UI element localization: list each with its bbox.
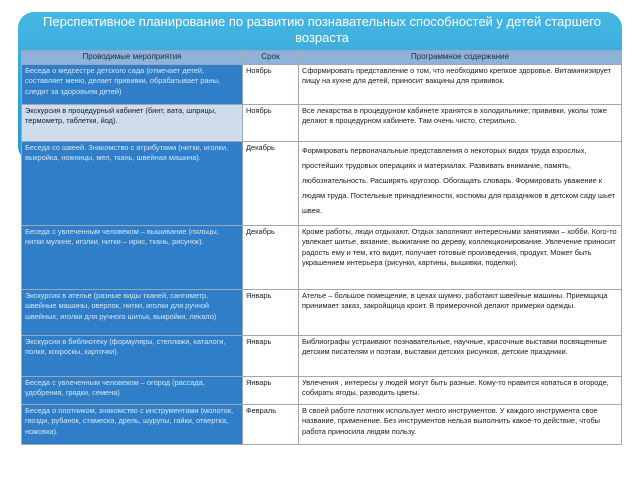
activity-cell: Беседа со швеей. Знакомство с атрибутами (нитки, иголки, выкройка, ножницы, мел, ткань, швейная машина). <box>22 142 243 226</box>
header-activities: Проводимые мероприятия <box>22 51 243 65</box>
activity-cell: Беседа о медсестре детского сада (отмечает детей, составляет меню, делает прививки, обрабатывает раны, следит за здоровьем детей) <box>22 65 243 105</box>
content-cell: Сформировать представление о том, что необходимо крепкое здоровье. Витаминизирует пищу на кухне для детей, приносит вакцины для прививок. <box>299 65 622 105</box>
activity-cell: Экскурсия в библиотеку (формуляры, стеллажи, каталоги, полки, кохроскы, карточки). <box>22 336 243 377</box>
content-cell: Ателье – большое помещение, в цехах шумно, работают швейные машины. Приемщица принимает заказ, закройщица кроит. В примерочной делают примерки одежды. <box>299 290 622 336</box>
content-cell: В своей работе плотник использует много инструментов. У каждого инструмента свое название, применение. Без инструментов нельзя выполнить какое-то действие, чтобы работа приносила людям пользу. <box>299 405 622 445</box>
term-cell: Январь <box>243 290 299 336</box>
table-row <box>22 336 622 377</box>
slide-title: Перспективное планирование по развитию познавательных способностей у детей старшего возраста <box>43 14 601 45</box>
table-row <box>22 405 622 445</box>
activity-cell: Экскурсия в ателье (разные виды тканей, сантиметр, швейные машины, оверлок, нитки, иголки для ручной швейных, иголки для ручного шитья, выкройки, лекало) <box>22 290 243 336</box>
table-row <box>22 290 622 336</box>
term-cell: Ноябрь <box>243 65 299 105</box>
table-row <box>22 377 622 405</box>
table-row <box>22 226 622 290</box>
header-term: Срок <box>243 51 299 65</box>
term-cell: Январь <box>243 377 299 405</box>
term-cell: Январь <box>243 336 299 377</box>
content-cell: Библиографы устраивают познавательные, научные, красочные выставки посвященные детским писателям и поэтам, выставки детских рисунков, детские праздники. <box>299 336 622 377</box>
header-content: Программное содержание <box>299 51 622 65</box>
activity-cell: Беседа с увлеченным человеком – вышивание (пяльцы, нитки мулине, иголки, нитки – ирис, ткань, рисунок). <box>22 226 243 290</box>
content-cell: Формировать первоначальные представления о некоторых видах труда взрослых, простейших трудовых операциях и материалах. Развивать внимание, память, любознательность. Расширять кругозор. Обогащать словарь. Формировать уважение к людям труда. Постельные принадлежности, костюмы для праздников в детском саду шьет швея. <box>299 142 622 226</box>
content-cell: Увлечения , интересы у людей могут быть разные. Кому-то нравится копаться в огороде, собирать ягоды, разводить цветы. <box>299 377 622 405</box>
table-header-row <box>22 51 622 65</box>
planning-table <box>21 50 622 445</box>
content-cell: Кроме работы, люди отдыхают. Отдых заполняют интересными занятиями – хобби. Кого-то увлекает шитье, вязание, выжигание по дереву, коллекционирование. Увлечение приносит радость ему и тем, кто видит, получает готовые произведения, продукт. Может быть украшением интерьера (рисунки, картины, вышивки, поделки). <box>299 226 622 290</box>
table-row <box>22 105 622 142</box>
term-cell: Ноябрь <box>243 105 299 142</box>
content-cell: Все лекарства в процедурном кабинете хранятся в холодильнике; прививки, уколы тоже делают в процедурном кабинете. Там очень чисто, стерильно. <box>299 105 622 142</box>
activity-cell: Экскурсия в процедурный кабинет (бинт, вата, шприцы, термометр, таблетки, йод). <box>22 105 243 142</box>
activity-cell: Беседа о плотником, знакомство с инструментами (молоток, гвозди, рубанок, стамеска, дрель, шурупы, гайки, отвертка, ножовка). <box>22 405 243 445</box>
activity-cell: Беседа с увлеченным человеком – огород (рассада, удобрения, грядки, семена) <box>22 377 243 405</box>
term-cell: Декабрь <box>243 226 299 290</box>
table-row <box>22 142 622 226</box>
table-row <box>22 65 622 105</box>
term-cell: Февраль <box>243 405 299 445</box>
term-cell: Декабрь <box>243 142 299 226</box>
